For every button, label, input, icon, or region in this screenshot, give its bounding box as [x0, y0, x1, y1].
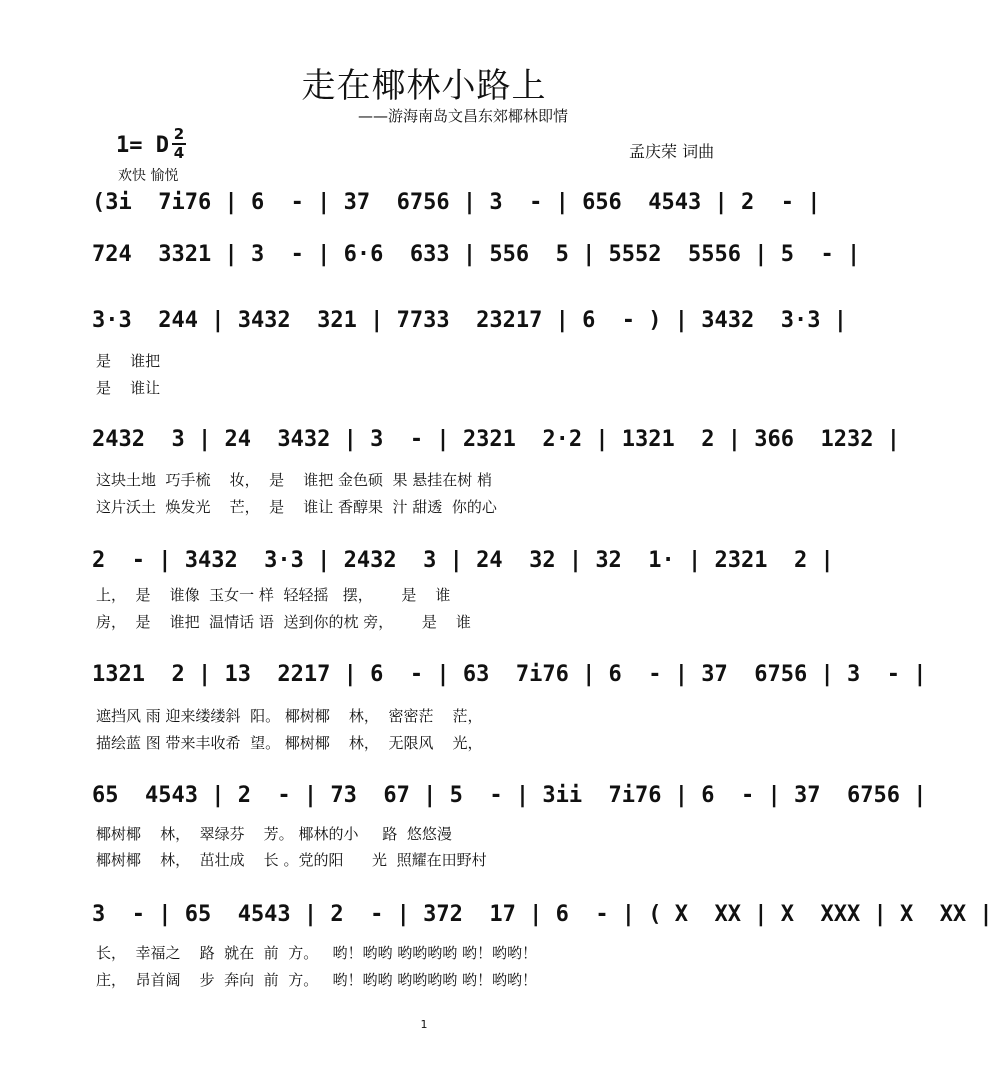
- music-line-1: (3i 7i76 | 6 - | 37 6756 | 3 - | 656 4543 | 2 - |: [92, 190, 821, 215]
- music-line-8: 3 - | 65 4543 | 2 - | 372 17 | 6 - | ( X XX | X XXX | X XX |: [92, 902, 993, 927]
- lyric-line-6a: 遮挡风 雨 迎来缕缕斜 阳。 椰树椰 林， 密密茫 茫，: [96, 707, 483, 725]
- key-signature: 1= D: [116, 133, 169, 158]
- music-line-6: 1321 2 | 13 2217 | 6 - | 63 7i76 | 6 - | 37 6756 | 3 - |: [92, 662, 927, 687]
- lyric-line-4a: 这块土地 巧手梳 妆， 是 谁把 金色硕 果 悬挂在树 梢: [96, 471, 493, 489]
- music-line-5: 2 - | 3432 3·3 | 2432 3 | 24 32 | 32 1· | 2321 2 |: [92, 548, 834, 573]
- lyric-line-7b: 椰树椰 林， 茁壮成 长 。党的阳 光 照耀在田野村: [96, 851, 487, 869]
- lyric-line-3a: 是 谁把: [96, 352, 161, 370]
- music-line-4: 2432 3 | 24 3432 | 3 - | 2321 2·2 | 1321 2 | 366 1232 |: [92, 427, 900, 452]
- lyric-line-8b: 庄， 昂首阔 步 奔向 前 方。 哟！哟哟 哟哟哟哟 哟！哟哟！: [96, 971, 538, 989]
- song-title: 走在椰林小路上: [301, 66, 547, 106]
- page-number: 1: [420, 1018, 428, 1031]
- time-signature: [172, 126, 186, 162]
- lyric-line-5b: 房， 是 谁把 温情话 语 送到你的枕 旁， 是 谁: [96, 613, 471, 631]
- tempo-marking: 欢快 愉悦: [118, 168, 179, 184]
- music-line-2: 724 3321 | 3 - | 6·6 633 | 556 5 | 5552 5556 | 5 - |: [92, 242, 861, 267]
- music-line-7: 65 4543 | 2 - | 73 67 | 5 - | 3ii 7i76 | 6 - | 37 6756 |: [92, 783, 927, 808]
- song-subtitle: ——游海南岛文昌东郊椰林即情: [358, 107, 569, 125]
- meter-top: 2: [173, 125, 185, 143]
- lyric-line-6b: 描绘蓝 图 带来丰收希 望。 椰树椰 林， 无限风 光，: [96, 734, 483, 752]
- music-line-3: 3·3 244 | 3432 321 | 7733 23217 | 6 - ) | 3432 3·3 |: [92, 308, 847, 333]
- lyric-line-4b: 这片沃土 焕发光 芒， 是 谁让 香醇果 汁 甜透 你的心: [96, 498, 497, 516]
- lyric-line-5a: 上， 是 谁像 玉女一 样 轻轻摇 摆， 是 谁: [96, 586, 451, 604]
- lyric-line-3b: 是 谁让: [96, 379, 161, 397]
- meter-bottom: 4: [173, 144, 185, 162]
- lyric-line-8a: 长， 幸福之 路 就在 前 方。 哟！哟哟 哟哟哟哟 哟！哟哟！: [96, 944, 538, 962]
- author-credit: 孟庆荣 词曲: [629, 142, 715, 161]
- lyric-line-7a: 椰树椰 林， 翠绿芬 芳。 椰林的小 路 悠悠漫: [96, 825, 452, 843]
